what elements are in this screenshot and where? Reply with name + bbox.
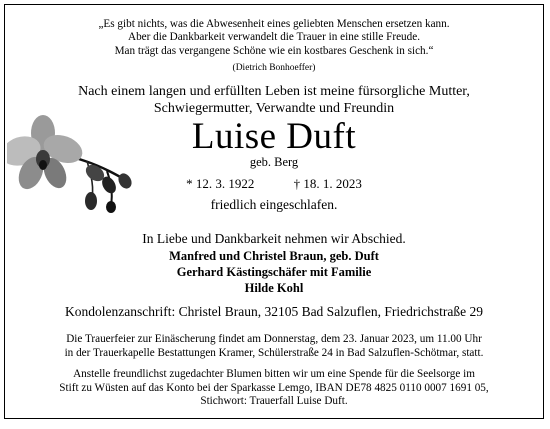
quote-author: (Dietrich Bonhoeffer) [232,63,316,73]
donation-line: Stift zu Wüsten auf das Konto bei der Sparkasse Lemgo, IBAN DE78 4825 0110 0007 1691 05, [59,381,489,394]
quote-line: Man trägt das vergangene Schöne wie ein kostbares Geschenk in sich.“ [114,44,434,57]
peace-text: friedlich eingeschlafen. [210,197,338,212]
death-date: † 18. 1. 2023 [293,176,362,191]
life-dates [5,176,543,192]
ceremony-line: in der Trauerkapelle Bestattungen Kramer, Schülerstraße 24 in Bad Salzuflen-Schötmar, statt. [64,346,484,359]
bonhoeffer-quote [5,18,543,58]
donation-line: Anstelle freundlichst zugedachter Blumen bitten wir um eine Spende für die Seelsorge im [73,368,475,380]
quote-line: „Es gibt nichts, was die Abwesenheit eines geliebten Menschen ersetzen kann. [98,18,450,30]
donation-line: Stichwort: Trauerfall Luise Duft. [200,395,348,407]
ceremony-line: Die Trauerfeier zur Einäscherung findet am Donnerstag, dem 23. Januar 2023, um 11.00 Uhr [66,333,482,345]
donation-info [5,368,543,409]
intro-line: Schwiegermutter, Verwandte und Freundin [153,101,395,116]
mourner: Hilde Kohl [244,281,304,295]
mourner: Gerhard Kästingschäfer mit Familie [176,265,372,279]
ceremony-info [5,333,543,360]
deceased-name: Luise Duft [191,116,357,157]
birth-date: * 12. 3. 1922 [186,176,255,191]
maiden-name: geb. Berg [249,155,299,169]
mourner: Manfred und Christel Braun, geb. Duft [169,249,379,263]
obituary-notice [4,4,544,419]
quote-line: Aber die Dankbarkeit verwandelt die Trauer in eine stille Freude. [127,31,421,44]
farewell-text: In Liebe und Dankbarkeit nehmen wir Abschied. [142,231,406,246]
condolence-address: Kondolenzanschrift: Christel Braun, 32105 Bad Salzuflen, Friedrichstraße 29 [64,304,484,319]
intro-line: Nach einem langen und erfüllten Leben ist meine fürsorgliche Mutter, [78,84,470,99]
mourners-list [5,248,543,296]
intro-text [5,83,543,117]
